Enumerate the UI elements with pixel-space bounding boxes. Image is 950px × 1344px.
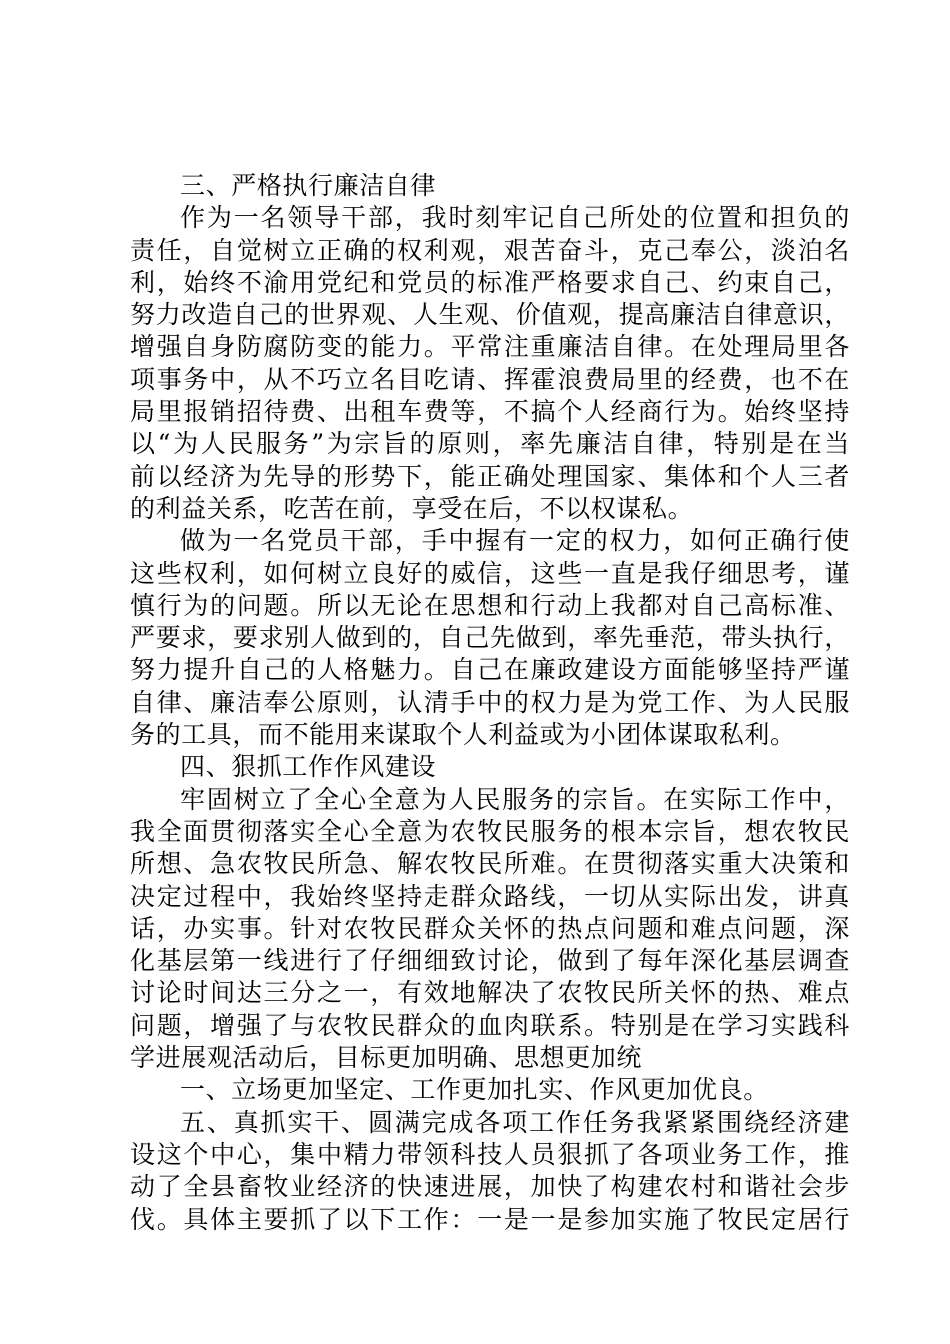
text-line: 决定过程中，我始终坚持走群众路线，一切从实际出发，讲真 [130, 881, 850, 911]
text-line: 设这个中心，集中精力带领科技人员狠抓了各项业务工作，推 [130, 1139, 850, 1169]
text-line: 的利益关系，吃苦在前，享受在后，不以权谋私。 [130, 493, 694, 523]
text-line: 努力提升自己的人格魅力。自己在廉政建设方面能够坚持严谨 [130, 655, 850, 685]
text-line: 所想、急农牧民所急、解农牧民所难。在贯彻落实重大决策和 [130, 849, 850, 879]
text-line: 利，始终不渝用党纪和党员的标准严格要求自己、约束自己， [130, 267, 850, 297]
text-line: 做为一名党员干部，手中握有一定的权力，如何正确行使 [180, 526, 850, 556]
text-line: 化基层第一线进行了仔细细致讨论，做到了每年深化基层调查 [130, 946, 850, 976]
text-line: 伐。具体主要抓了以下工作：一是一是参加实施了牧民定居行 [130, 1204, 850, 1234]
text-line: 自律、廉洁奉公原则，认清手中的权力是为党工作、为人民服 [130, 687, 850, 717]
text-line: 务的工具，而不能用来谋取个人利益或为小团体谋取私利。 [130, 720, 796, 750]
text-line: 慎行为的问题。所以无论在思想和行动上我都对自己高标准、 [130, 590, 850, 620]
text-line: 四、狠抓工作作风建设 [180, 752, 437, 782]
text-line: 牢固树立了全心全意为人民服务的宗旨。在实际工作中， [180, 784, 850, 814]
text-line: 动了全县畜牧业经济的快速进展，加快了构建农村和谐社会步 [130, 1172, 850, 1202]
text-line: 责任，自觉树立正确的权利观，艰苦奋斗，克己奉公，淡泊名 [130, 235, 850, 265]
document-body [130, 170, 850, 1236]
text-line: 五、真抓实干、圆满完成各项工作任务我紧紧围绕经济建 [180, 1107, 850, 1137]
text-line: 前以经济为先导的形势下，能正确处理国家、集体和个人三者 [130, 461, 850, 491]
text-line: 项事务中，从不巧立名目吃请、挥霍浪费局里的经费，也不在 [130, 364, 850, 394]
text-line: 局里报销招待费、出租车费等，不搞个人经商行为。始终坚持 [130, 397, 850, 427]
text-line: 讨论时间达三分之一，有效地解决了农牧民所关怀的热、难点 [130, 978, 850, 1008]
text-line: 作为一名领导干部，我时刻牢记自己所处的位置和担负的 [180, 203, 850, 233]
text-line: 努力改造自己的世界观、人生观、价值观，提高廉洁自律意识， [130, 300, 850, 330]
text-line: 问题，增强了与农牧民群众的血肉联系。特别是在学习实践科 [130, 1010, 850, 1040]
text-line: 严要求，要求别人做到的，自己先做到，率先垂范，带头执行， [130, 623, 850, 653]
text-line: 学进展观活动后，目标更加明确、思想更加统 [130, 1043, 643, 1073]
text-line: 我全面贯彻落实全心全意为农牧民服务的根本宗旨，想农牧民 [130, 816, 850, 846]
text-line: 三、严格执行廉洁自律 [180, 171, 437, 200]
text-line: 以“为人民服务”为宗旨的原则，率先廉洁自律，特别是在当 [130, 429, 850, 459]
text-line: 一、立场更加坚定、工作更加扎实、作风更加优良。 [180, 1075, 769, 1105]
text-line: 这些权利，如何树立良好的威信，这些一直是我仔细思考，谨 [130, 558, 850, 588]
text-line: 增强自身防腐防变的能力。平常注重廉洁自律。在处理局里各 [130, 332, 850, 362]
text-line: 话，办实事。针对农牧民群众关怀的热点问题和难点问题，深 [130, 913, 850, 943]
